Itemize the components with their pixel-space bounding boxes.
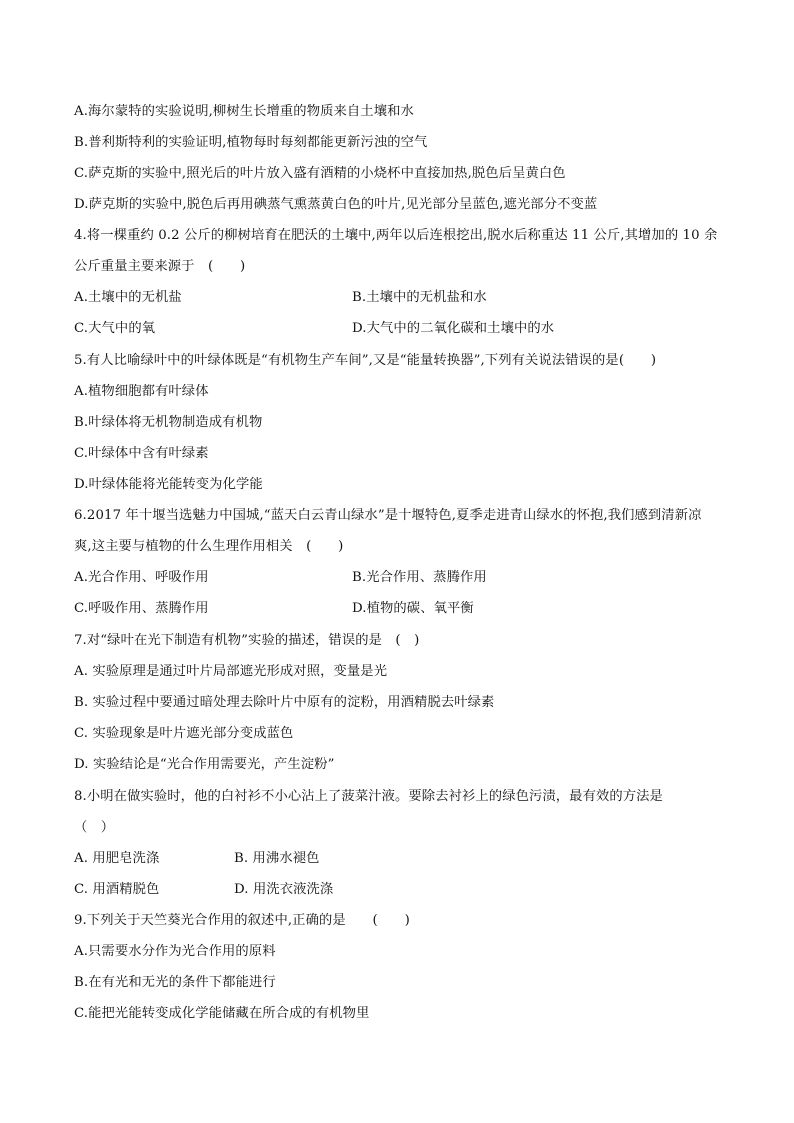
q7-option-a: A. 实验原理是通过叶片局部遮光形成对照，变量是光 <box>74 664 388 679</box>
q6-option-b: B.光合作用、蒸腾作用 <box>352 570 487 585</box>
q4-option-d: D.大气中的二氧化碳和土壤中的水 <box>352 321 555 336</box>
q3-option-b: B.普利斯特利的实验证明,植物每时每刻都能更新污浊的空气 <box>74 135 428 150</box>
q4-stem-line1: 4.将一棵重约 0.2 公斤的柳树培育在肥沃的土壤中,两年以后连根挖出,脱水后称重达 11 公斤,其增加的 10 余 <box>74 228 718 243</box>
q5-stem: 5.有人比喻绿叶中的叶绿体既是“有机物生产车间”,又是“能量转换器”,下列有关说法错误的是( ) <box>74 353 657 368</box>
q7-option-d: D. 实验结论是“光合作用需要光，产生淀粉” <box>74 757 335 772</box>
q4-stem-line2: 公斤重量主要来源于 ( ) <box>74 259 246 274</box>
q3-option-d: D.萨克斯的实验中,脱色后再用碘蒸气熏蒸黄白色的叶片,见光部分呈蓝色,遮光部分不变蓝 <box>74 197 598 212</box>
q5-option-b: B.叶绿体将无机物制造成有机物 <box>74 415 263 430</box>
q6-option-c: C.呼吸作用、蒸腾作用 <box>74 601 209 616</box>
q9-option-a: A.只需要水分作为光合作用的原料 <box>74 944 276 959</box>
q7-option-c: C. 实验现象是叶片遮光部分变成蓝色 <box>74 726 294 741</box>
q7-option-b: B. 实验过程中要通过暗处理去除叶片中原有的淀粉，用酒精脱去叶绿素 <box>74 695 495 710</box>
q8-option-c: C. 用酒精脱色 <box>74 882 160 897</box>
q4-option-a: A.土壤中的无机盐 <box>74 290 182 305</box>
q4-option-c: C.大气中的氧 <box>74 321 156 336</box>
q5-option-c: C.叶绿体中含有叶绿素 <box>74 446 209 461</box>
q9-option-b: B.在有光和无光的条件下都能进行 <box>74 975 276 990</box>
q9-option-c: C.能把光能转变成化学能储藏在所合成的有机物里 <box>74 1006 370 1021</box>
q8-option-a: A. 用肥皂洗涤 <box>74 851 160 866</box>
q8-option-d: D. 用洗衣液洗涤 <box>234 882 334 897</box>
q6-option-a: A.光合作用、呼吸作用 <box>74 570 209 585</box>
q6-stem-line2: 爽,这主要与植物的什么生理作用相关 ( ) <box>74 539 344 554</box>
q4-option-b: B.土壤中的无机盐和水 <box>352 290 487 305</box>
q8-stem-line1: 8.小明在做实验时，他的白衬衫不小心沾上了菠菜汁液。要除去衬衫上的绿色污渍，最有效的方法是 <box>74 789 663 804</box>
q6-stem-line1: 6.2017 年十堰当选魅力中国城,“蓝天白云青山绿水”是十堰特色,夏季走进青山绿水的怀抱,我们感到清新凉 <box>74 508 702 523</box>
q3-option-a: A.海尔蒙特的实验说明,柳树生长增重的物质来自土壤和水 <box>74 104 414 119</box>
q5-option-a: A.植物细胞都有叶绿体 <box>74 384 209 399</box>
q9-stem: 9.下列关于天竺葵光合作用的叙述中,正确的是 ( ) <box>74 913 410 928</box>
q8-stem-line2: （ ） <box>74 820 115 835</box>
q7-stem: 7.对“绿叶在光下制造有机物”实验的描述，错误的是 ( ) <box>74 633 420 648</box>
q3-option-c: C.萨克斯的实验中,照光后的叶片放入盛有酒精的小烧杯中直接加热,脱色后呈黄白色 <box>74 166 566 181</box>
q8-option-b: B. 用沸水褪色 <box>234 851 320 866</box>
q6-option-d: D.植物的碳、氧平衡 <box>352 601 474 616</box>
q5-option-d: D.叶绿体能将光能转变为化学能 <box>74 477 263 492</box>
